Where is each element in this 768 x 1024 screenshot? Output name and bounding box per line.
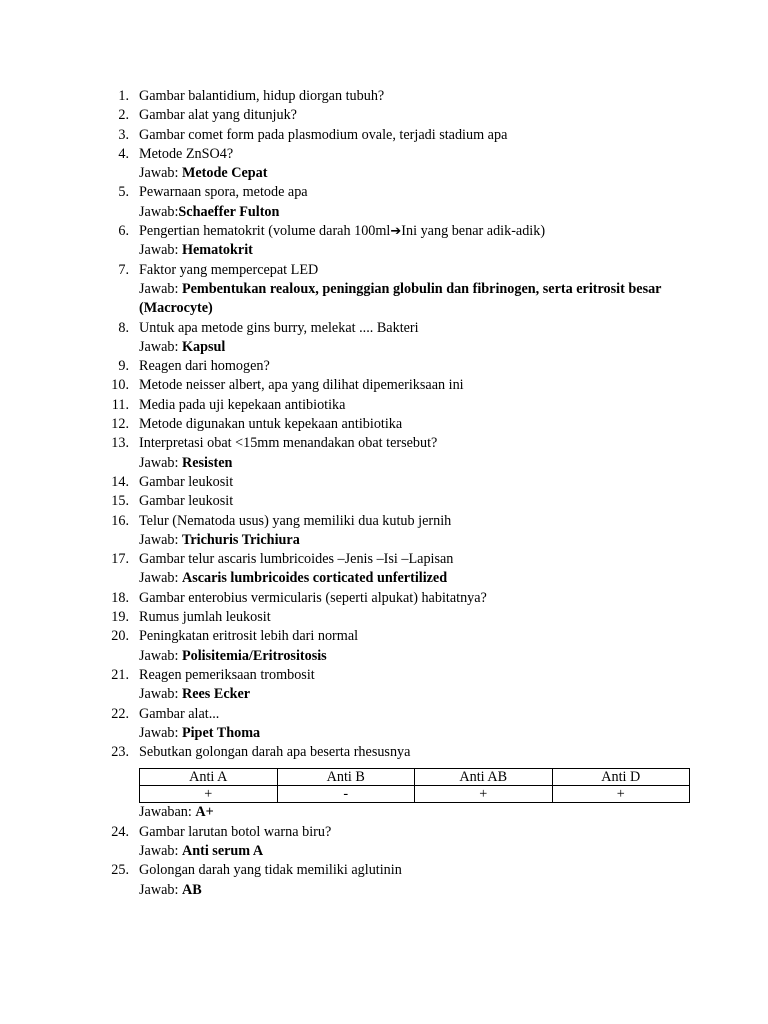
answer-line [111,724,711,743]
answer-line [111,881,711,900]
question-text: Gambar leukosit [139,493,234,510]
answer-text: Polisitemia/Eritrositosis [181,647,327,664]
answer-prefix: Jawab: [139,454,182,471]
answer-line [111,280,711,319]
question-text: Gambar telur ascaris lumbricoides –Jenis –Isi –Lapisan [139,551,454,568]
list-item [111,512,711,531]
question-text: Gambar leukosit [139,473,234,490]
answer-line [111,803,711,822]
list-item [111,492,711,511]
question-text: Metode ZnSO4? [139,145,234,162]
list-item [111,608,711,627]
question-text-part: Pengertian hematokrit (volume darah 100ml [139,223,391,240]
list-item [111,861,711,880]
item-number: 23. [111,744,129,761]
question-text: Interpretasi obat <15mm menandakan obat tersebut? [139,435,438,452]
list-item [111,396,711,415]
answer-text: Rees Ecker [181,686,251,703]
answer-text: Kapsul [181,338,226,355]
list-item [111,87,711,106]
answer-prefix: Jawab: [139,280,182,297]
answer-line [111,454,711,473]
item-number: 25. [111,862,129,879]
list-item [111,434,711,453]
item-number: 4. [118,145,129,162]
list-item [111,357,711,376]
list-item [111,183,711,202]
answer-prefix: Jawaban: [139,804,196,821]
item-number: 9. [118,358,129,375]
list-item [111,743,711,762]
question-text: Gambar alat yang ditunjuk? [139,107,297,124]
list-item [111,823,711,842]
table-cell: + [415,786,553,803]
answer-prefix: Jawab: [139,338,182,355]
table-cell: - [277,786,415,803]
item-number: 13. [111,435,129,452]
item-number: 2. [118,107,129,124]
list-item [111,627,711,646]
answer-prefix: Jawab: [139,647,182,664]
table-header-cell: Anti B [277,769,415,786]
question-text: Gambar comet form pada plasmodium ovale, terjadi stadium apa [139,126,508,143]
answer-text: Metode Cepat [181,165,268,182]
answer-prefix: Jawab: [139,570,182,587]
question-text: Reagen dari homogen? [139,358,270,375]
answer-prefix: Jawab: [139,165,182,182]
item-number: 12. [111,416,129,433]
question-text: Telur (Nematoda usus) yang memiliki dua kutub jernih [139,512,452,529]
item-number: 14. [111,473,129,490]
answer-text: AB [181,881,202,898]
list-item [111,705,711,724]
list-item [111,376,711,395]
question-text: Sebutkan golongan darah apa beserta rhesusnya [139,744,411,761]
answer-text: Anti serum A [181,842,264,859]
list-item [111,106,711,125]
question-list [111,87,711,900]
answer-prefix: Jawab: [139,842,182,859]
question-text: Reagen pemeriksaan trombosit [139,666,315,683]
question-text: Faktor yang mempercepat LED [139,261,319,278]
list-item [111,222,711,241]
answer-prefix: Jawab: [139,531,182,548]
list-item [111,550,711,569]
answer-prefix: Jawab: [139,724,182,741]
list-item [111,415,711,434]
item-number: 6. [118,223,129,240]
table-row [140,786,690,803]
item-number: 11. [111,396,129,413]
table-cell: + [552,786,690,803]
question-text-part: Ini yang benar adik-adik) [401,223,546,240]
list-item [111,589,711,608]
item-number: 5. [118,184,129,201]
list-item [111,473,711,492]
answer-text: A+ [195,804,214,821]
table-cell: + [140,786,278,803]
table-header-cell: Anti A [140,769,278,786]
table-header-cell: Anti AB [415,769,553,786]
question-text: Golongan darah yang tidak memiliki aglutinin [139,862,402,879]
answer-text: Trichuris Trichiura [181,531,300,548]
answer-line [111,241,711,260]
question-text: Media pada uji kepekaan antibiotika [139,396,346,413]
item-number: 22. [111,705,129,722]
list-item [111,261,711,280]
question-text: Metode digunakan untuk kepekaan antibiotika [139,416,403,433]
answer-line [111,203,711,222]
question-text: Untuk apa metode gins burry, melekat .... Bakteri [139,319,419,336]
item-number: 3. [118,126,129,143]
answer-text: Resisten [181,454,233,471]
question-text: Gambar balantidium, hidup diorgan tubuh? [139,88,385,104]
item-number: 18. [111,589,129,606]
answer-text: Pembentukan realoux, peninggian globulin dan fibrinogen, serta eritrosit besar (Macrocyte) [139,280,662,317]
answer-text: Hematokrit [181,242,253,259]
item-number: 21. [111,666,129,683]
table-header-cell: Anti D [552,769,690,786]
answer-prefix: Jawab: [139,203,179,220]
list-item [111,126,711,145]
answer-text: Pipet Thoma [181,724,261,741]
question-text: Gambar larutan botol warna biru? [139,823,332,840]
answer-prefix: Jawab: [139,242,182,259]
item-number: 16. [111,512,129,529]
item-number: 19. [111,609,129,626]
list-item [111,145,711,164]
answer-text: Schaeffer Fulton [178,203,280,220]
question-text: Peningkatan eritrosit lebih dari normal [139,628,359,645]
answer-line [111,338,711,357]
item-number: 10. [111,377,129,394]
answer-line [111,647,711,666]
item-number: 15. [111,493,129,510]
question-text: Pewarnaan spora, metode apa [139,184,308,201]
answer-prefix: Jawab: [139,881,182,898]
question-text [139,222,545,241]
answer-line [111,685,711,704]
item-number: 20. [111,628,129,645]
answer-text: Ascaris lumbricoides corticated unfertilized [181,570,448,587]
answer-prefix: Jawab: [139,686,182,703]
arrow-right-icon: ➔ [390,224,402,240]
answer-line [111,569,711,588]
item-number: 17. [111,551,129,568]
question-text: Gambar enterobius vermicularis (seperti alpukat) habitatnya? [139,589,487,606]
answer-line [111,842,711,861]
item-number: 8. [118,319,129,336]
item-number: 1. [118,88,129,104]
question-text: Metode neisser albert, apa yang dilihat dipemeriksaan ini [139,377,464,394]
blood-type-table [139,768,690,803]
answer-line [111,164,711,183]
question-text: Gambar alat... [139,705,220,722]
question-text: Rumus jumlah leukosit [139,609,271,626]
list-item [111,319,711,338]
table-header-row [140,769,690,786]
item-number: 24. [111,823,129,840]
list-item [111,666,711,685]
answer-line [111,531,711,550]
item-number: 7. [118,261,129,278]
